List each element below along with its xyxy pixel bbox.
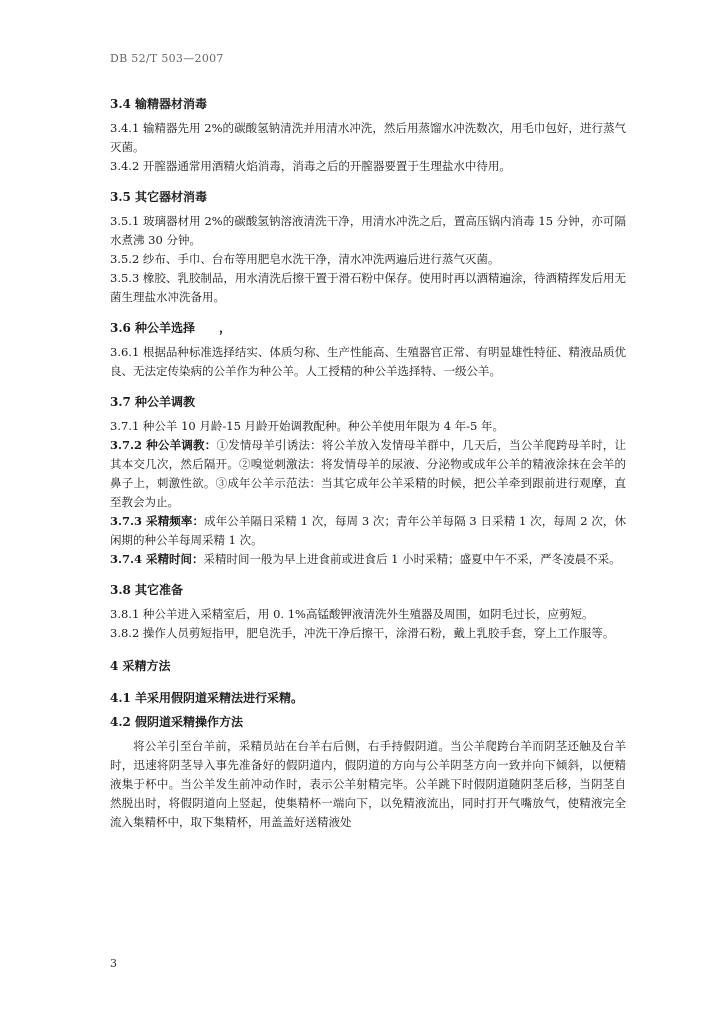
para-3-7-1: 3.7.1 种公羊 10 月龄-15 月龄开始调教配种。种公羊使用年限为 4 年-5 年。 [110,419,505,433]
para-3-7-3-label: 3.7.3 采精频率： [110,514,205,528]
section-3-6-title: 3.6 种公羊选择 ， [110,321,232,335]
section-4-2-title: 4.2 假阴道采精操作方法 [110,715,244,729]
para-3-8-1: 3.8.1 种公羊进入采精室后，用 0. 1%高锰酸钾液清洗外生殖器及周围，如阴毛过长，应剪短。 [110,607,594,621]
page-number: 3 [110,957,117,970]
para-3-6-1: 3.6.1 根据品种标准选择结实、体质匀称、生产性能高、生殖器官正常、有明显雄性特征、精液品质优良、无法定传染病的公羊作为种公羊。人工授精的种公羊选择特、一级公羊。 [110,345,626,378]
section-4-1: 4.1 羊采用假阴道采精法进行采精。 [110,691,304,705]
para-3-4-1: 3.4.1 输精器先用 2%的碳酸氢钠清洗并用清水冲洗，然后用蒸馏水冲洗数次，用毛巾包好，进行蒸气灭菌。 [110,121,626,154]
para-3-5-1: 3.5.1 玻璃器材用 2%的碳酸氢钠溶液清洗干净，用清水冲洗之后，置高压锅内消毒 15 分钟，亦可隔水煮沸 30 分钟。 [110,214,626,247]
section-3-8-title: 3.8 其它准备 [110,583,184,597]
para-3-7-4-label: 3.7.4 采精时间： [110,552,204,566]
para-3-7-2-label: 3.7.2 种公羊调教： [110,438,217,452]
para-3-5-2: 3.5.2 纱布、手巾、台布等用肥皂水洗干净，清水冲洗两遍后进行蒸气灭菌。 [110,252,500,266]
para-3-7-4 [110,550,626,569]
document-body [110,95,626,832]
section-3-7-title: 3.7 种公羊调教 [110,395,196,409]
section-3-5-title: 3.5 其它器材消毒 [110,190,208,204]
document-header: DB 52/T 503—2007 [110,52,224,65]
para-3-7-4-text: 采精时间一般为早上进食前或进食后 1 小时采精；盛夏中午不采，严冬凌晨不采。 [203,552,621,566]
para-3-7-2-text: ①发情母羊引诱法：将公羊放入发情母羊群中，几天后，当公羊爬跨母羊时，让其本交几次，然后隔开。②嗅觉刺激法：将发情母羊的尿液、分泌物或成年公羊的精液涂抹在会羊的鼻子上，刺激性欲。③成年公羊示范法：当其它成年公羊采精的时候，把公羊牵到跟前进行观摩，直至教会为止。 [110,438,627,509]
para-3-7-2 [110,436,626,512]
para-4-2-1: 将公羊引至台羊前，采精员站在台羊右后侧，右手持假阴道。当公羊爬跨台羊而阴茎还触及台羊时，迅速将阴茎导入事先准备好的假阴道内，假阴道的方向与公羊阴茎方向一致并向下倾斜，以便精液集于杯中。当公羊发生前冲动作时，表示公羊射精完毕。公羊跳下时假阴道随阴茎后移，当阴茎自然脱出时，将假阴道向上竖起，使集精杯一端向下，以免精液流出，同时打开气嘴放气，使精液完全流入集精杯中，取下集精杯，用盖盖好送精液处 [110,739,626,829]
para-3-7-3 [110,512,626,550]
para-3-4-2: 3.4.2 开膣器通常用酒精火焰消毒，消毒之后的开膣器要置于生理盐水中待用。 [110,159,511,173]
section-4-title: 4 采精方法 [110,659,171,673]
section-3-4-title: 3.4 输精器材消毒 [110,97,208,111]
para-3-8-2: 3.8.2 操作人员剪短指甲，肥皂洗手，冲洗干净后擦干，涂滑石粉，戴上乳胶手套，穿上工作服等。 [110,626,615,640]
para-3-5-3: 3.5.3 橡胶、乳胶制品，用水清洗后擦干置于滑石粉中保存。使用时再以酒精遍涂，待酒精挥发后用无菌生理盐水冲洗备用。 [110,271,626,304]
para-3-7-3-text: 成年公羊隔日采精 1 次，每周 3 次；青年公羊每隔 3 日采精 1 次，每周 2 次，休闲期的种公羊每周采精 1 次。 [110,514,627,547]
